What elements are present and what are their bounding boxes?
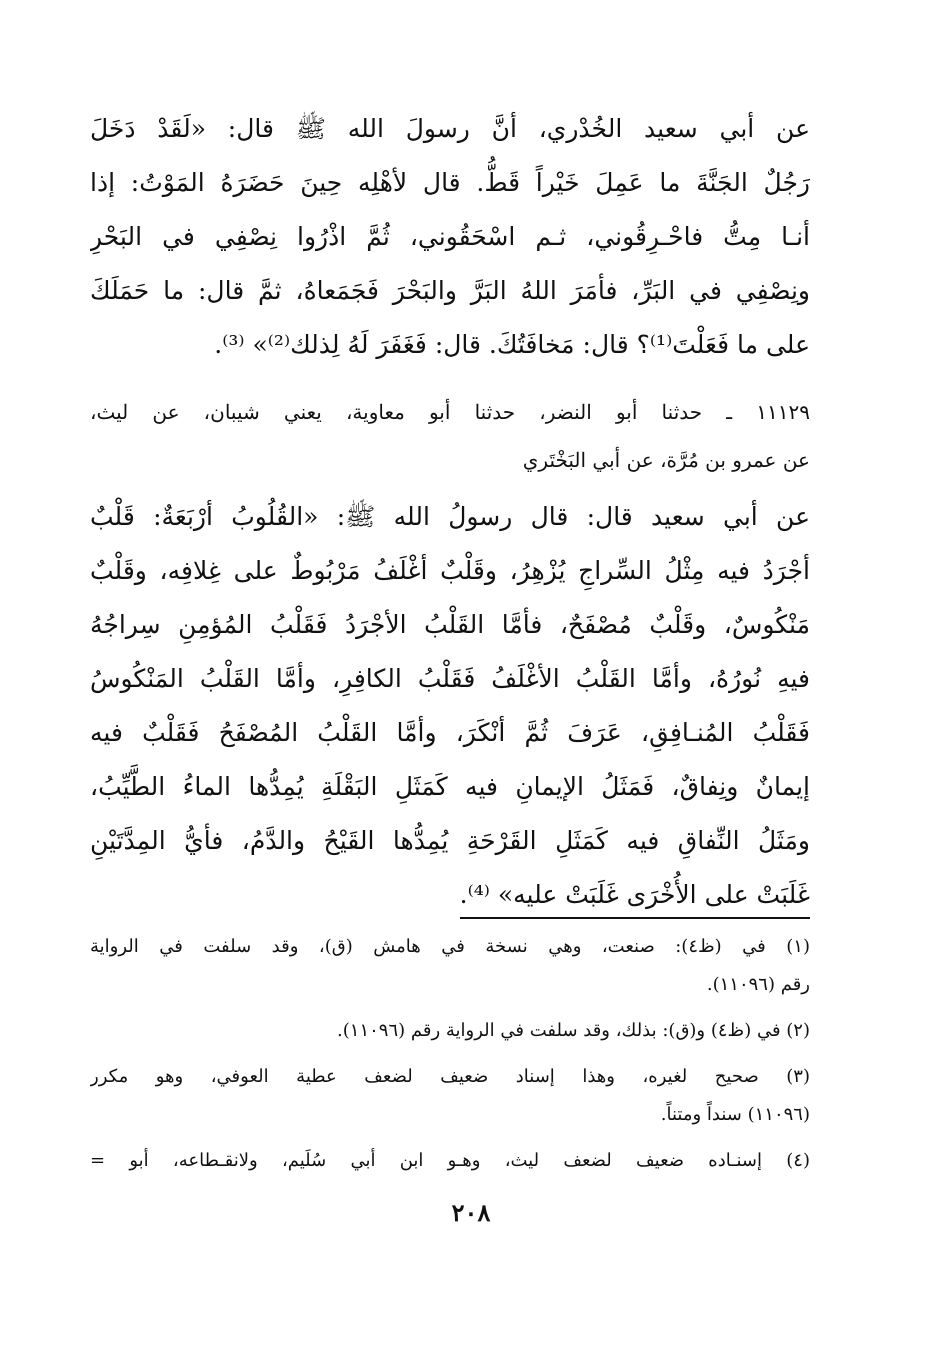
text-line: أنـا مِتُّ فاحْـرِقُوني، ثـم اسْحَقُوني، ثُمَّ اذْرُوا نِصْفِي في البَحْرِ: [90, 222, 810, 251]
footnotes: [90, 928, 810, 1188]
text-line: عن أبي سعيد قال: قال رسولُ الله ﷺ: «القُلُوبُ أرْبَعَةٌ: قَلْبٌ: [90, 502, 810, 531]
text-line: ونِصْفِي في البَرِّ، فأمَرَ اللهُ البَرَّ والبَحْرَ فَجَمَعاهُ، ثمَّ قال: ما حَمَلَكَ: [90, 276, 810, 305]
footnote-line: (١) في (ظ٤): صنعت، وهي نسخة في هامش (ق)، وقد سلفت في الرواية: [90, 936, 810, 957]
footnote-line: (٤) إسنـاده ضعيف لضعف ليث، وهـو ابن أبي سُلَيم، ولانقـطاعه، أبو =: [90, 1150, 810, 1171]
text-line: على ما فَعَلْتَ⁽¹⁾؟ قال: مَخافَتُكَ. قال: فَغَفَرَ لَهُ لِذلك⁽²⁾» ⁽³⁾.: [214, 330, 810, 359]
isnad-line: عن عمرو بن مُرَّة، عن أبي البَخْتَري: [522, 448, 810, 472]
footnote-4: [90, 1142, 810, 1180]
text-line: ومَثَلُ النِّفاقِ فيه كَمَثَلِ القَرْحَةِ يُمِدُّها القَيْحُ والدَّمُ، فأيُّ المِدَّتَيْنِ: [90, 826, 810, 855]
page-number: ٢٠٨: [451, 1198, 491, 1227]
text-line: عن أبي سعيد الخُدْري، أنَّ رسولَ الله ﷺ قال: «لَقَدْ دَخَلَ: [90, 114, 810, 143]
hadith-text-2: [90, 490, 810, 922]
footnote-2: [90, 1012, 810, 1050]
footnote-separator: [460, 917, 810, 919]
text-line: رَجُلٌ الجَنَّةَ ما عَمِلَ خَيْراً قَطُّ. قال لأهْلِه حِينَ حَضَرَهُ المَوْتُ: إذا: [90, 168, 810, 197]
footnote-line: (١١٠٩٦) سنداً ومتناً.: [660, 1104, 810, 1125]
hadith-text-1: [90, 102, 810, 372]
footnote-1: [90, 928, 810, 1004]
isnad-line: ١١١٢٩ ـ حدثنا أبو النضر، حدثنا أبو معاوية، يعني شيبان، عن ليث،: [90, 400, 810, 424]
footnote-3: [90, 1058, 810, 1134]
text-line: أجْرَدُ فيه مِثْلُ السِّراجِ يُزْهِرُ، وقَلْبٌ أغْلَفُ مَرْبُوطٌ على غِلافِه، وقَلْبٌ: [90, 556, 810, 585]
isnad-chain: [90, 388, 810, 484]
text-line: فيهِ نُورُهُ، وأمَّا القَلْبُ الأغْلَفُ فَقَلْبُ الكافِرِ، وأمَّا القَلْبُ المَنْكُوسُ: [90, 664, 810, 693]
footnote-line: (٣) صحيح لغيره، وهذا إسناد ضعيف لضعف عطية العوفي، وهو مكرر: [90, 1066, 810, 1087]
footnote-line: رقم (١١٠٩٦).: [706, 974, 810, 995]
text-line: غَلَبَتْ على الأُخْرَى غَلَبَتْ عليه» ⁽⁴⁾.: [459, 880, 810, 909]
text-line: مَنْكُوسٌ، وقَلْبٌ مُصْفَحٌ، فأمَّا القَلْبُ الأجْرَدُ فَقَلْبُ المُؤمِنِ سِراجُهُ: [90, 610, 810, 639]
text-line: إيمانٌ ونِفاقٌ، فَمَثَلُ الإيمانِ فيه كَمَثَلِ البَقْلَةِ يُمِدُّها الماءُ الطَّيِّبُ،: [90, 772, 810, 801]
footnote-line: (٢) في (ظ٤) و(ق): بذلك، وقد سلفت في الرواية رقم (١١٠٩٦).: [337, 1020, 810, 1041]
text-line: فَقَلْبُ المُنـافِقِ، عَرَفَ ثُمَّ أنْكَرَ، وأمَّا القَلْبُ المُصْفَحُ فَقَلْبٌ فيه: [90, 718, 810, 747]
